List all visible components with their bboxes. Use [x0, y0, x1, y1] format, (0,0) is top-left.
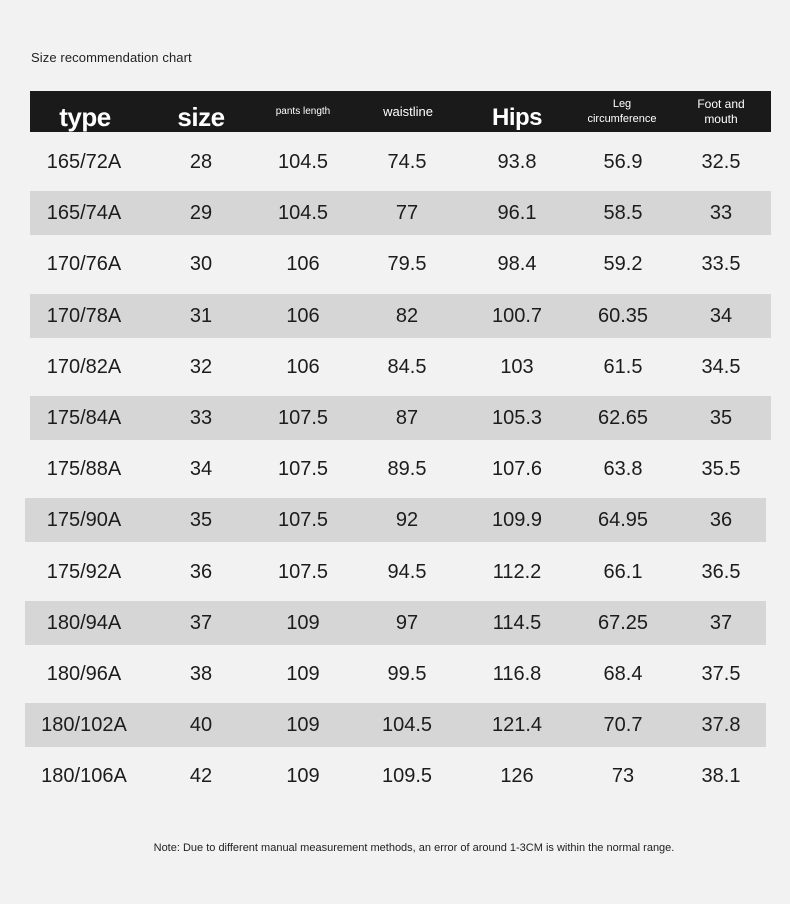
cell-hips: 93.8	[497, 150, 537, 173]
cell-pants-length: 109	[286, 662, 320, 685]
cell-waistline: 92	[395, 508, 419, 531]
cell-foot-mouth: 37.8	[701, 713, 741, 736]
cell-type: 180/106A	[41, 764, 127, 787]
cell-waistline: 89.5	[387, 457, 427, 480]
cell-type: 165/74A	[46, 201, 122, 224]
cell-hips: 96.1	[497, 201, 537, 224]
table-row	[30, 242, 771, 286]
cell-waistline: 94.5	[387, 560, 427, 583]
cell-hips: 112.2	[492, 560, 542, 583]
cell-type: 165/72A	[46, 150, 122, 173]
cell-waistline: 74.5	[387, 150, 427, 173]
cell-waistline: 79.5	[387, 252, 427, 275]
cell-foot-mouth: 34.5	[701, 355, 741, 378]
cell-hips: 126	[500, 764, 534, 787]
table-row	[25, 601, 766, 645]
cell-size: 38	[189, 662, 213, 685]
cell-hips: 116.8	[492, 662, 542, 685]
cell-waistline: 104.5	[381, 713, 433, 736]
cell-type: 170/78A	[46, 304, 122, 327]
cell-type: 180/102A	[41, 713, 127, 736]
cell-type: 175/92A	[46, 560, 122, 583]
cell-size: 35	[189, 508, 213, 531]
cell-size: 37	[189, 611, 213, 634]
table-row	[30, 447, 771, 491]
header-leg-circumference	[587, 91, 656, 132]
header-size: size	[177, 102, 225, 132]
cell-pants-length: 104.5	[277, 150, 329, 173]
header-type: type	[59, 102, 111, 132]
cell-leg-circumference: 73	[611, 764, 635, 787]
cell-foot-mouth: 36	[709, 508, 733, 531]
cell-leg-circumference: 60.35	[597, 304, 649, 327]
header-hips: Hips	[491, 103, 543, 131]
table-row	[30, 550, 771, 594]
table-row	[25, 498, 766, 542]
cell-pants-length: 109	[286, 611, 320, 634]
cell-pants-length: 106	[286, 304, 320, 327]
cell-waistline: 109.5	[381, 764, 433, 787]
cell-hips: 107.6	[491, 457, 543, 480]
cell-pants-length: 107.5	[277, 508, 329, 531]
cell-leg-circumference: 68.4	[603, 662, 643, 685]
header-pants-length: pants length	[275, 106, 331, 117]
cell-hips: 121.4	[491, 713, 543, 736]
cell-foot-mouth: 34	[709, 304, 733, 327]
header-foot-line1: Foot and	[697, 96, 745, 111]
table-row	[30, 191, 771, 235]
cell-hips: 103	[500, 355, 534, 378]
cell-leg-circumference: 67.25	[597, 611, 649, 634]
cell-hips: 109.9	[491, 508, 543, 531]
cell-size: 31	[189, 304, 213, 327]
cell-foot-mouth: 37.5	[701, 662, 741, 685]
cell-size: 28	[189, 150, 213, 173]
cell-foot-mouth: 37	[709, 611, 733, 634]
cell-waistline: 99.5	[387, 662, 427, 685]
cell-leg-circumference: 70.7	[603, 713, 643, 736]
cell-size: 29	[189, 201, 213, 224]
cell-size: 36	[189, 560, 213, 583]
cell-type: 180/96A	[46, 662, 122, 685]
cell-pants-length: 107.5	[277, 406, 329, 429]
table-row	[30, 754, 771, 798]
measurement-note: Note: Due to different manual measurement methods, an error of around 1-3CM is within the normal range.	[153, 842, 675, 854]
header-waistline: waistline	[383, 104, 433, 119]
table-row	[30, 396, 771, 440]
cell-waistline: 84.5	[387, 355, 427, 378]
cell-waistline: 77	[395, 201, 419, 224]
cell-leg-circumference: 63.8	[603, 457, 643, 480]
cell-waistline: 87	[395, 406, 419, 429]
cell-pants-length: 106	[286, 355, 320, 378]
cell-size: 34	[189, 457, 213, 480]
cell-type: 170/76A	[46, 252, 122, 275]
cell-pants-length: 107.5	[277, 560, 329, 583]
cell-size: 40	[189, 713, 213, 736]
table-row	[30, 345, 771, 389]
cell-hips: 114.5	[492, 611, 542, 634]
cell-foot-mouth: 33	[709, 201, 733, 224]
cell-waistline: 97	[395, 611, 419, 634]
cell-leg-circumference: 56.9	[603, 150, 643, 173]
cell-type: 175/88A	[46, 457, 122, 480]
cell-foot-mouth: 36.5	[701, 560, 741, 583]
table-row	[30, 652, 771, 696]
cell-foot-mouth: 35	[709, 406, 733, 429]
cell-foot-mouth: 33.5	[701, 252, 741, 275]
header-leg-line1: Leg	[612, 97, 632, 110]
cell-pants-length: 109	[286, 764, 320, 787]
cell-type: 175/84A	[46, 406, 122, 429]
cell-foot-mouth: 35.5	[701, 457, 741, 480]
cell-leg-circumference: 66.1	[603, 560, 643, 583]
cell-hips: 100.7	[491, 304, 543, 327]
cell-foot-mouth: 38.1	[701, 764, 741, 787]
cell-type: 175/90A	[46, 508, 122, 531]
cell-waistline: 82	[395, 304, 419, 327]
cell-size: 30	[189, 252, 213, 275]
cell-type: 170/82A	[46, 355, 122, 378]
table-row	[30, 140, 771, 184]
cell-size: 42	[189, 764, 213, 787]
page-title: Size recommendation chart	[31, 50, 192, 65]
cell-pants-length: 109	[286, 713, 320, 736]
table-row	[30, 294, 771, 338]
cell-pants-length: 107.5	[277, 457, 329, 480]
cell-foot-mouth: 32.5	[701, 150, 741, 173]
cell-hips: 98.4	[497, 252, 537, 275]
table-row	[25, 703, 766, 747]
cell-hips: 105.3	[491, 406, 543, 429]
table-header	[30, 91, 771, 132]
header-foot-line2: mouth	[704, 111, 738, 126]
cell-pants-length: 106	[286, 252, 320, 275]
cell-type: 180/94A	[46, 611, 122, 634]
cell-size: 32	[189, 355, 213, 378]
cell-leg-circumference: 61.5	[603, 355, 643, 378]
header-foot-mouth	[697, 91, 744, 132]
cell-leg-circumference: 62.65	[597, 406, 649, 429]
cell-leg-circumference: 58.5	[603, 201, 643, 224]
cell-pants-length: 104.5	[277, 201, 329, 224]
cell-leg-circumference: 59.2	[603, 252, 643, 275]
header-leg-line2: circumference	[587, 112, 657, 125]
cell-size: 33	[189, 406, 213, 429]
cell-leg-circumference: 64.95	[597, 508, 649, 531]
